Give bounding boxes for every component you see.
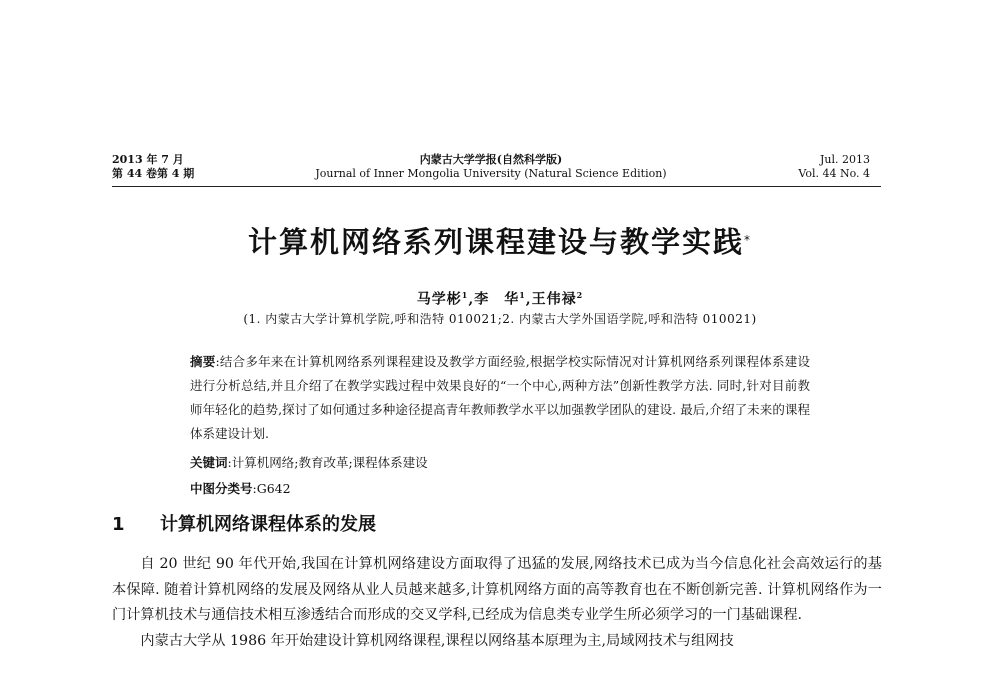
paper-title-text: 计算机网络系列课程建设与教学实践 <box>247 225 744 259</box>
paragraph: 内蒙古大学从 1986 年开始建设计算机网络课程,课程以网络基本原理为主,局域网技术与组网技 <box>140 633 734 650</box>
author-name: 王伟禄 <box>531 291 577 308</box>
header-date: 2013 年 7 月 <box>112 153 184 166</box>
abstract <box>190 350 810 446</box>
title-footnote-mark: * <box>744 233 752 247</box>
header-volume-en: Vol. 44 No. 4 <box>798 167 870 180</box>
header-rule <box>112 186 881 187</box>
abstract-text: :结合多年来在计算机网络系列课程建设及教学方面经验,根据学校实际情况对计算机网络系列课程体系建设进行分析总结,并且介绍了在教学实践过程中效果良好的“一个中心,两种方法”创新性教学方法. 同时,针对目前教师年轻化的趋势,探讨了如何通过多种途径提高青年教师教学水平以加强教学团队的建设. 最后,介绍了未来的课程体系建设计划. <box>190 354 810 441</box>
header-date-en: Jul. 2013 <box>820 153 870 166</box>
keywords-label: 关键词 <box>190 455 228 470</box>
header-volume-issue: 第 44 卷第 4 期 <box>112 167 195 180</box>
author-affiliation-mark: 2 <box>576 290 584 300</box>
section-title: 计算机网络课程体系的发展 <box>160 514 376 535</box>
section-heading <box>112 512 376 538</box>
affiliations: (1. 内蒙古大学计算机学院,呼和浩特 010021;2. 内蒙古大学外国语学院,呼和浩特 010021) <box>243 312 757 326</box>
keywords-text: :计算机网络;教育改革;课程体系建设 <box>227 455 428 470</box>
author-list: 马学彬$^1$,李 华$^1$,王伟禄$^2$ <box>416 290 584 308</box>
author-affiliation-mark: 1 <box>519 290 526 300</box>
header-center <box>112 153 870 181</box>
paragraph: 自 20 世纪 90 年代开始,我国在计算机网络建设方面取得了迅猛的发展,网络技术已成为当今信息化社会高效运行的基本保障. 随着计算机网络的发展及网络从业人员越来越多,计算机网络方面的高等教育也在不断创新完善. 计算机网络作为一门计算机技术与通信技术相互渗透结合而形成的交叉学科,已经成为信息类专业学生所必须学习的一门基础课程. <box>112 556 882 624</box>
keywords <box>190 454 428 472</box>
abstract-label: 摘要 <box>190 354 216 369</box>
journal-name-cn: 内蒙古大学学报(自然科学版) <box>419 153 563 166</box>
paper-title <box>0 222 1000 262</box>
classification-code <box>190 480 291 498</box>
classification-label: 中图分类号 <box>190 481 253 496</box>
section-number: 1 <box>112 514 125 535</box>
author-name: 马学彬 <box>416 291 462 308</box>
header-right <box>798 153 870 181</box>
journal-name-en: Journal of Inner Mongolia University (Natural Science Edition) <box>315 167 667 180</box>
author-affiliation-mark: 1 <box>461 290 469 300</box>
author-name: 李 华 <box>474 291 520 308</box>
classification-text: :G642 <box>252 481 291 496</box>
body-text <box>112 552 882 655</box>
journal-header <box>112 153 870 189</box>
